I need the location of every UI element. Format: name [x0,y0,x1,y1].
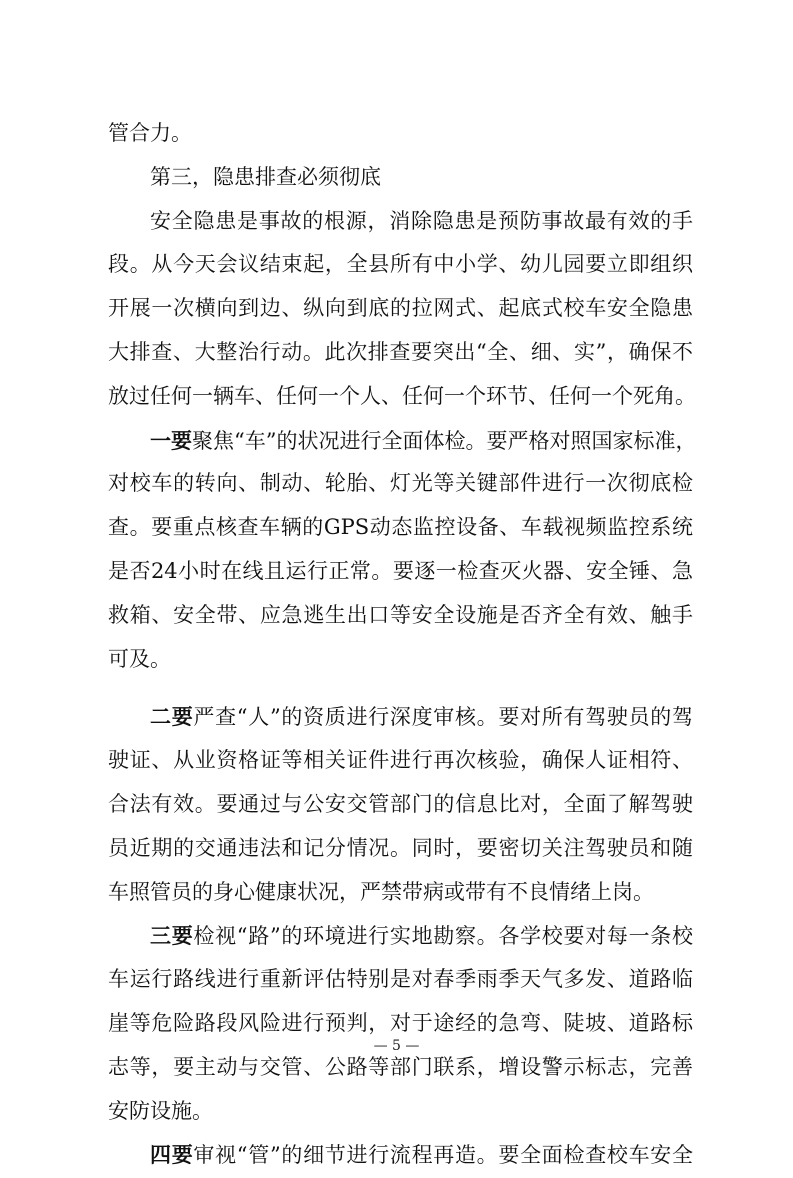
document-body [108,112,697,1177]
paragraph-line: 大排查、大整治行动。此次排查要突出“全、细、实”，确保不 [108,339,693,364]
paragraph-line: 对校车的转向、制动、轮胎、灯光等关键部件进行一次彻底检 [108,471,693,496]
line-text: 聚焦“车”的状况进行全面体检。要严格对照国家标准， [192,428,697,453]
lead-phrase: 二要 [150,704,194,730]
line-text: 检视“路”的环境进行实地勘察。各学校要对每一条校 [193,924,693,949]
paragraph-line: 是否24小时在线且运行正常。要逐一检查灭火器、安全锤、急 [108,558,693,583]
paragraph-line: 可及。 [108,646,171,671]
paragraph-line: 安全隐患是事故的根源，消除隐患是预防事故最有效的手 [150,208,693,233]
paragraph-vehicle [108,419,697,682]
page-number: — 5 — [373,1038,420,1054]
paragraph-line: 崖等危险路段风险进行预判，对于途经的急弯、陡坡、道路标 [108,1010,693,1035]
paragraph-line [108,695,693,739]
paragraph-line: 员近期的交通违法和记分情况。同时，要密切关注驾驶员和随 [108,835,693,860]
paragraph-intro [108,200,696,419]
paragraph-line [108,1133,693,1177]
paragraph-road [108,914,693,1133]
paragraph-line [108,914,693,958]
paragraph-line: 志等，要主动与交管、公路等部门联系，增设警示标志，完善 [108,1054,693,1079]
paragraph-line: 段。从今天会议结束起，全县所有中小学、幼儿园要立即组织 [108,252,693,277]
paragraph-line: 安防设施。 [108,1098,213,1123]
paragraph-line: 车照管员的身心健康状况，严禁带病或带有不良情绪上岗。 [108,879,654,904]
lead-phrase: 三要 [150,923,194,949]
paragraph-line: 管合力。 [108,121,192,145]
line-text: 审视“管”的细节进行流程再造。要全面检查校车安全 [193,1143,693,1168]
paragraph-line: 放过任何一辆车、任何一个人、任何一个环节、任何一个死角。 [108,383,696,408]
paragraph-line: 开展一次横向到边、纵向到底的拉网式、起底式校车安全隐患 [108,296,693,321]
line-text: 严查“人”的资质进行深度审核。要对所有驾驶员的驾 [193,705,693,730]
lead-phrase: 四要 [150,1142,194,1168]
paragraph-management [108,1133,693,1177]
paragraph-line [108,419,697,463]
paragraph-line: 救箱、安全带、应急逃生出口等安全设施是否齐全有效、触手 [108,602,693,627]
lead-phrase: 一要 [150,427,192,453]
paragraph-line: 驶证、从业资格证等相关证件进行再次核验，确保人证相符、 [108,748,693,773]
section-heading: 第三，隐患排查必须彻底 [150,164,381,189]
paragraph-line: 查。要重点核查车辆的GPS动态监控设备、车载视频监控系统 [108,515,693,540]
paragraph-line: 合法有效。要通过与公安交管部门的信息比对，全面了解驾驶 [108,791,693,816]
paragraph-spacer [108,681,693,695]
paragraph-personnel [108,695,693,914]
paragraph-line: 车运行路线进行重新评估特别是对春季雨季天气多发、道路临 [108,967,693,992]
